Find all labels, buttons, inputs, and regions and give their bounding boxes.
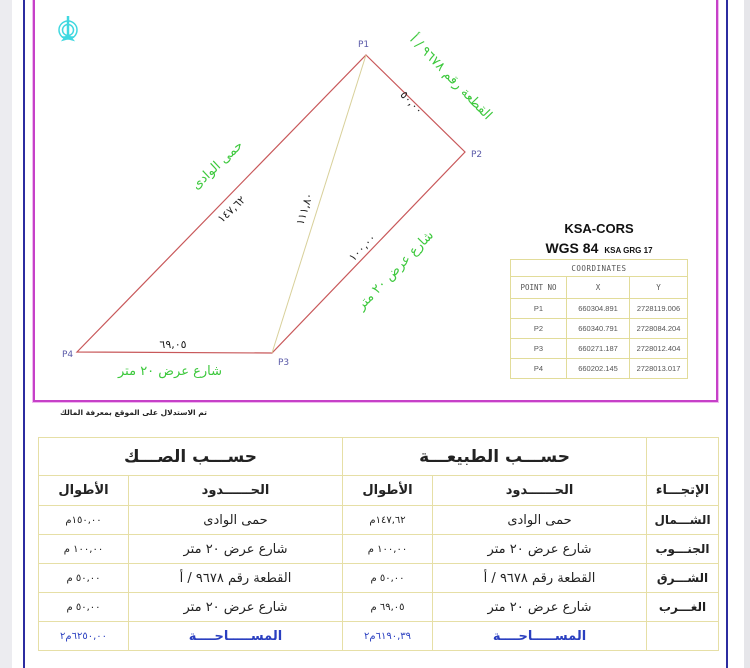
header-deed-bounds: الحــــــدود xyxy=(129,476,343,506)
south-boundary-name: شارع عرض ٢٠ متر xyxy=(353,227,437,314)
nature-bound: شارع عرض ٢٠ متر xyxy=(433,535,647,564)
north-boundary-name: حمى الوادى xyxy=(188,137,247,193)
nature-area-label: المســـــاحــــة xyxy=(433,622,647,651)
header-x: X xyxy=(567,277,630,299)
y-value: 2728012.404 xyxy=(630,339,688,359)
point-id: P4 xyxy=(511,359,567,379)
point-label-p1: P1 xyxy=(358,40,370,50)
nature-bound: شارع عرض ٢٠ متر xyxy=(433,593,647,622)
y-value: 2728119.006 xyxy=(630,299,688,319)
datum-label: WGS 84 xyxy=(545,240,599,256)
deed-bound: حمى الوادى xyxy=(129,506,343,535)
deed-area-label: المســـــاحــــة xyxy=(129,622,343,651)
group-header-deed: حســـب الصـــك xyxy=(39,438,343,476)
point-label-p4: P4 xyxy=(62,350,74,360)
logo-icon xyxy=(59,16,77,40)
diagonal-line xyxy=(272,55,366,353)
deed-bound: شارع عرض ٢٠ متر xyxy=(129,593,343,622)
deed-bound: شارع عرض ٢٠ متر xyxy=(129,535,343,564)
nature-length: ٦٩,٠٥ م xyxy=(343,593,433,622)
point-id: P1 xyxy=(511,299,567,319)
header-direction: الإتجـــاء xyxy=(647,476,719,506)
table-row xyxy=(39,564,719,593)
blank-corner xyxy=(647,438,719,476)
table-row xyxy=(39,535,719,564)
header-nature-bounds: الحــــــدود xyxy=(433,476,647,506)
x-value: 660340.791 xyxy=(567,319,630,339)
deed-length: ١٥٠,٠٠م xyxy=(39,506,129,535)
nature-length: ١٠٠,٠٠ م xyxy=(343,535,433,564)
zone-label: KSA GRG 17 xyxy=(604,246,653,255)
nature-length: ١٤٧,٦٢م xyxy=(343,506,433,535)
west-boundary-name: شارع عرض ٢٠ متر xyxy=(118,364,222,379)
deed-length: ١٠٠,٠٠ م xyxy=(39,535,129,564)
deed-length: ٥٠,٠٠ م xyxy=(39,593,129,622)
group-header-nature: حســـب الطبيعـــة xyxy=(343,438,647,476)
coordinates-title: COORDINATES xyxy=(511,260,688,277)
projection-datum xyxy=(510,240,688,258)
x-value: 660304.891 xyxy=(567,299,630,319)
projection-system: KSA-CORS xyxy=(564,221,634,236)
direction: الجنـــوب xyxy=(647,535,719,564)
deed-length: ٥٠,٠٠ م xyxy=(39,564,129,593)
north-length: ١٤٧,٦٢ xyxy=(215,193,249,226)
table-row xyxy=(511,299,688,319)
header-deed-lengths: الأطوال xyxy=(39,476,129,506)
location-note: تم الاستدلال على الموقع بمعرفة المالك xyxy=(60,408,207,417)
coordinates-table xyxy=(510,259,688,379)
x-value: 660202.145 xyxy=(567,359,630,379)
table-row xyxy=(511,319,688,339)
diagonal-length: ١١١,٨٠ xyxy=(293,191,316,227)
direction: الشـــرق xyxy=(647,564,719,593)
deed-bound: القطعة رقم ٩٦٧٨ / أ xyxy=(129,564,343,593)
area-row xyxy=(39,622,719,651)
east-length: ٥٠,٠٠ xyxy=(397,88,426,117)
header-y: Y xyxy=(630,277,688,299)
deed-area-value: ٦٢٥٠,٠٠م٢ xyxy=(39,622,129,651)
point-id: P2 xyxy=(511,319,567,339)
point-label-p2: P2 xyxy=(471,150,483,160)
y-value: 2728084.204 xyxy=(630,319,688,339)
table-row xyxy=(39,593,719,622)
direction: الغـــرب xyxy=(647,593,719,622)
nature-bound: القطعة رقم ٩٦٧٨ / أ xyxy=(433,564,647,593)
header-point-no: POINT NO xyxy=(511,277,567,299)
table-row xyxy=(511,339,688,359)
east-boundary-name: القطعة رقم ٩٦٧٨ / أ xyxy=(406,32,495,123)
point-id: P3 xyxy=(511,339,567,359)
table-row xyxy=(39,506,719,535)
x-value: 660271.187 xyxy=(567,339,630,359)
point-label-p3: P3 xyxy=(278,358,290,368)
boundaries-table xyxy=(38,437,719,651)
header-nature-lengths: الأطوال xyxy=(343,476,433,506)
direction: الشـــمال xyxy=(647,506,719,535)
table-row xyxy=(511,359,688,379)
nature-length: ٥٠,٠٠ م xyxy=(343,564,433,593)
nature-area-value: ٦١٩٠,٣٩م٢ xyxy=(343,622,433,651)
blank-cell xyxy=(647,622,719,651)
west-length: ٦٩,٠٥ xyxy=(159,338,187,351)
y-value: 2728013.017 xyxy=(630,359,688,379)
south-length: ١٠٠,٠٠ xyxy=(346,231,379,264)
nature-bound: حمى الوادى xyxy=(433,506,647,535)
